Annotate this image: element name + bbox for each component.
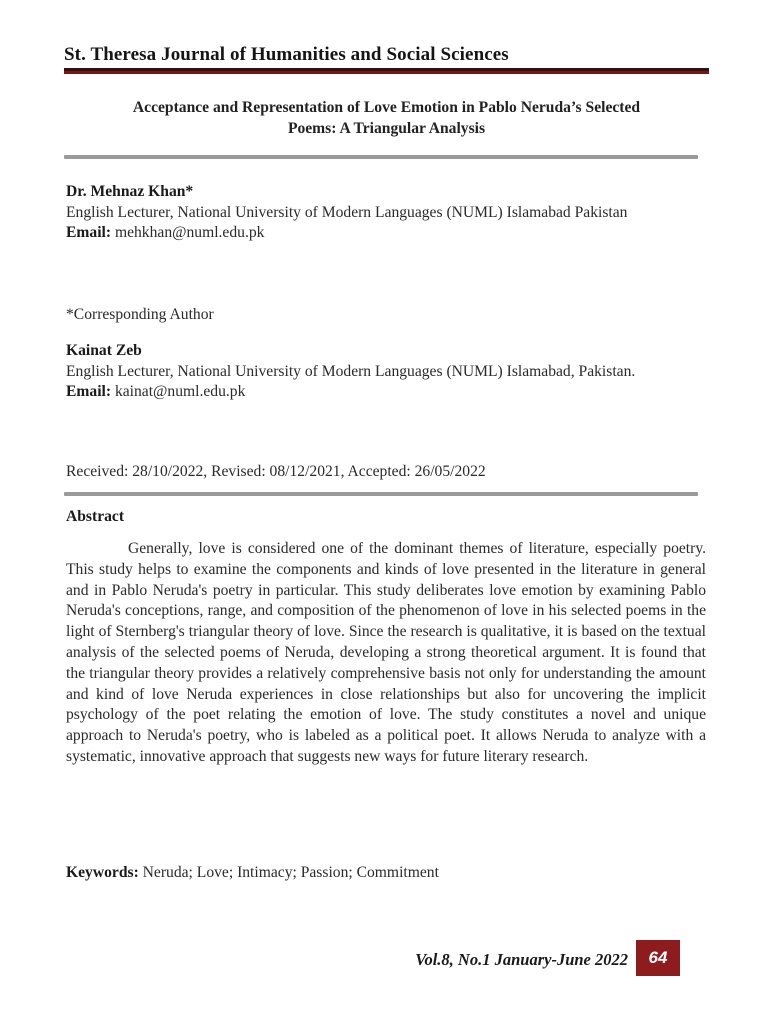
- keywords-values: Neruda; Love; Intimacy; Passion; Commitment: [142, 864, 439, 881]
- abstract-heading: Abstract: [66, 508, 125, 525]
- footer-volume: Vol.8, No.1 January-June 2022: [415, 950, 628, 969]
- corresponding-author-note: *Corresponding Author: [66, 306, 214, 323]
- submission-dates: Received: 28/10/2022, Revised: 08/12/2021, Accepted: 26/05/2022: [66, 463, 486, 480]
- author-name: Dr. Mehnaz Khan*: [66, 183, 194, 200]
- abstract-body: [66, 539, 706, 768]
- page-number: 64: [648, 948, 668, 967]
- author-affiliation: English Lecturer, National University of Modern Languages (NUML) Islamabad, Pakistan.: [66, 362, 636, 380]
- author-block-1: [66, 182, 706, 244]
- abstract-text: Generally, love is considered one of the dominant themes of literature, especially poetry. This study helps to examine the components and kinds of love presented in the literature in general and in Pablo Neruda's poetry in particular. This study deliberates love emotion by examining Pablo Neruda's conceptions, range, and composition of the phenomenon of love in his selected poems in the light of Sternberg's triangular theory of love. Since the research is qualitative, it is based on the textual analysis of the selected poems of Neruda, developing a strong theoretical argument. It is found that the triangular theory provides a relatively comprehensive basis not only for understanding the amount and kind of love Neruda experiences in close relationships but also for uncovering the implicit psychology of the poet relating the emotion of love. The study constitutes a novel and unique approach to Neruda's poetry, who is labeled as a political poet. It allows Neruda to analyze with a systematic, innovative approach that suggests new ways for future literary research.: [66, 540, 706, 765]
- keywords-label: Keywords:: [66, 864, 139, 881]
- author-email: kainat@numl.edu.pk: [114, 383, 246, 400]
- author-block-2: [66, 341, 706, 403]
- email-label: Email:: [66, 224, 112, 241]
- email-label: Email:: [66, 383, 112, 400]
- paper-title-line1: Acceptance and Representation of Love Emotion in Pablo Neruda’s Selected: [132, 99, 641, 116]
- journal-title: St. Theresa Journal of Humanities and Social Sciences: [64, 44, 509, 65]
- header-rule-red: [64, 71, 709, 74]
- keywords-line: [66, 864, 439, 882]
- page-number-badge: [636, 940, 680, 976]
- author-name: Kainat Zeb: [66, 342, 142, 359]
- author-email-line: [66, 382, 706, 403]
- paper-title-line2: Poems: A Triangular Analysis: [287, 120, 486, 137]
- dates-divider: [64, 492, 698, 496]
- author-email: mehkhan@numl.edu.pk: [114, 224, 265, 241]
- title-divider: [64, 155, 698, 159]
- paper-title: [64, 97, 709, 139]
- author-affiliation: English Lecturer, National University of Modern Languages (NUML) Islamabad Pakistan: [66, 203, 628, 221]
- author-email-line: [66, 223, 706, 244]
